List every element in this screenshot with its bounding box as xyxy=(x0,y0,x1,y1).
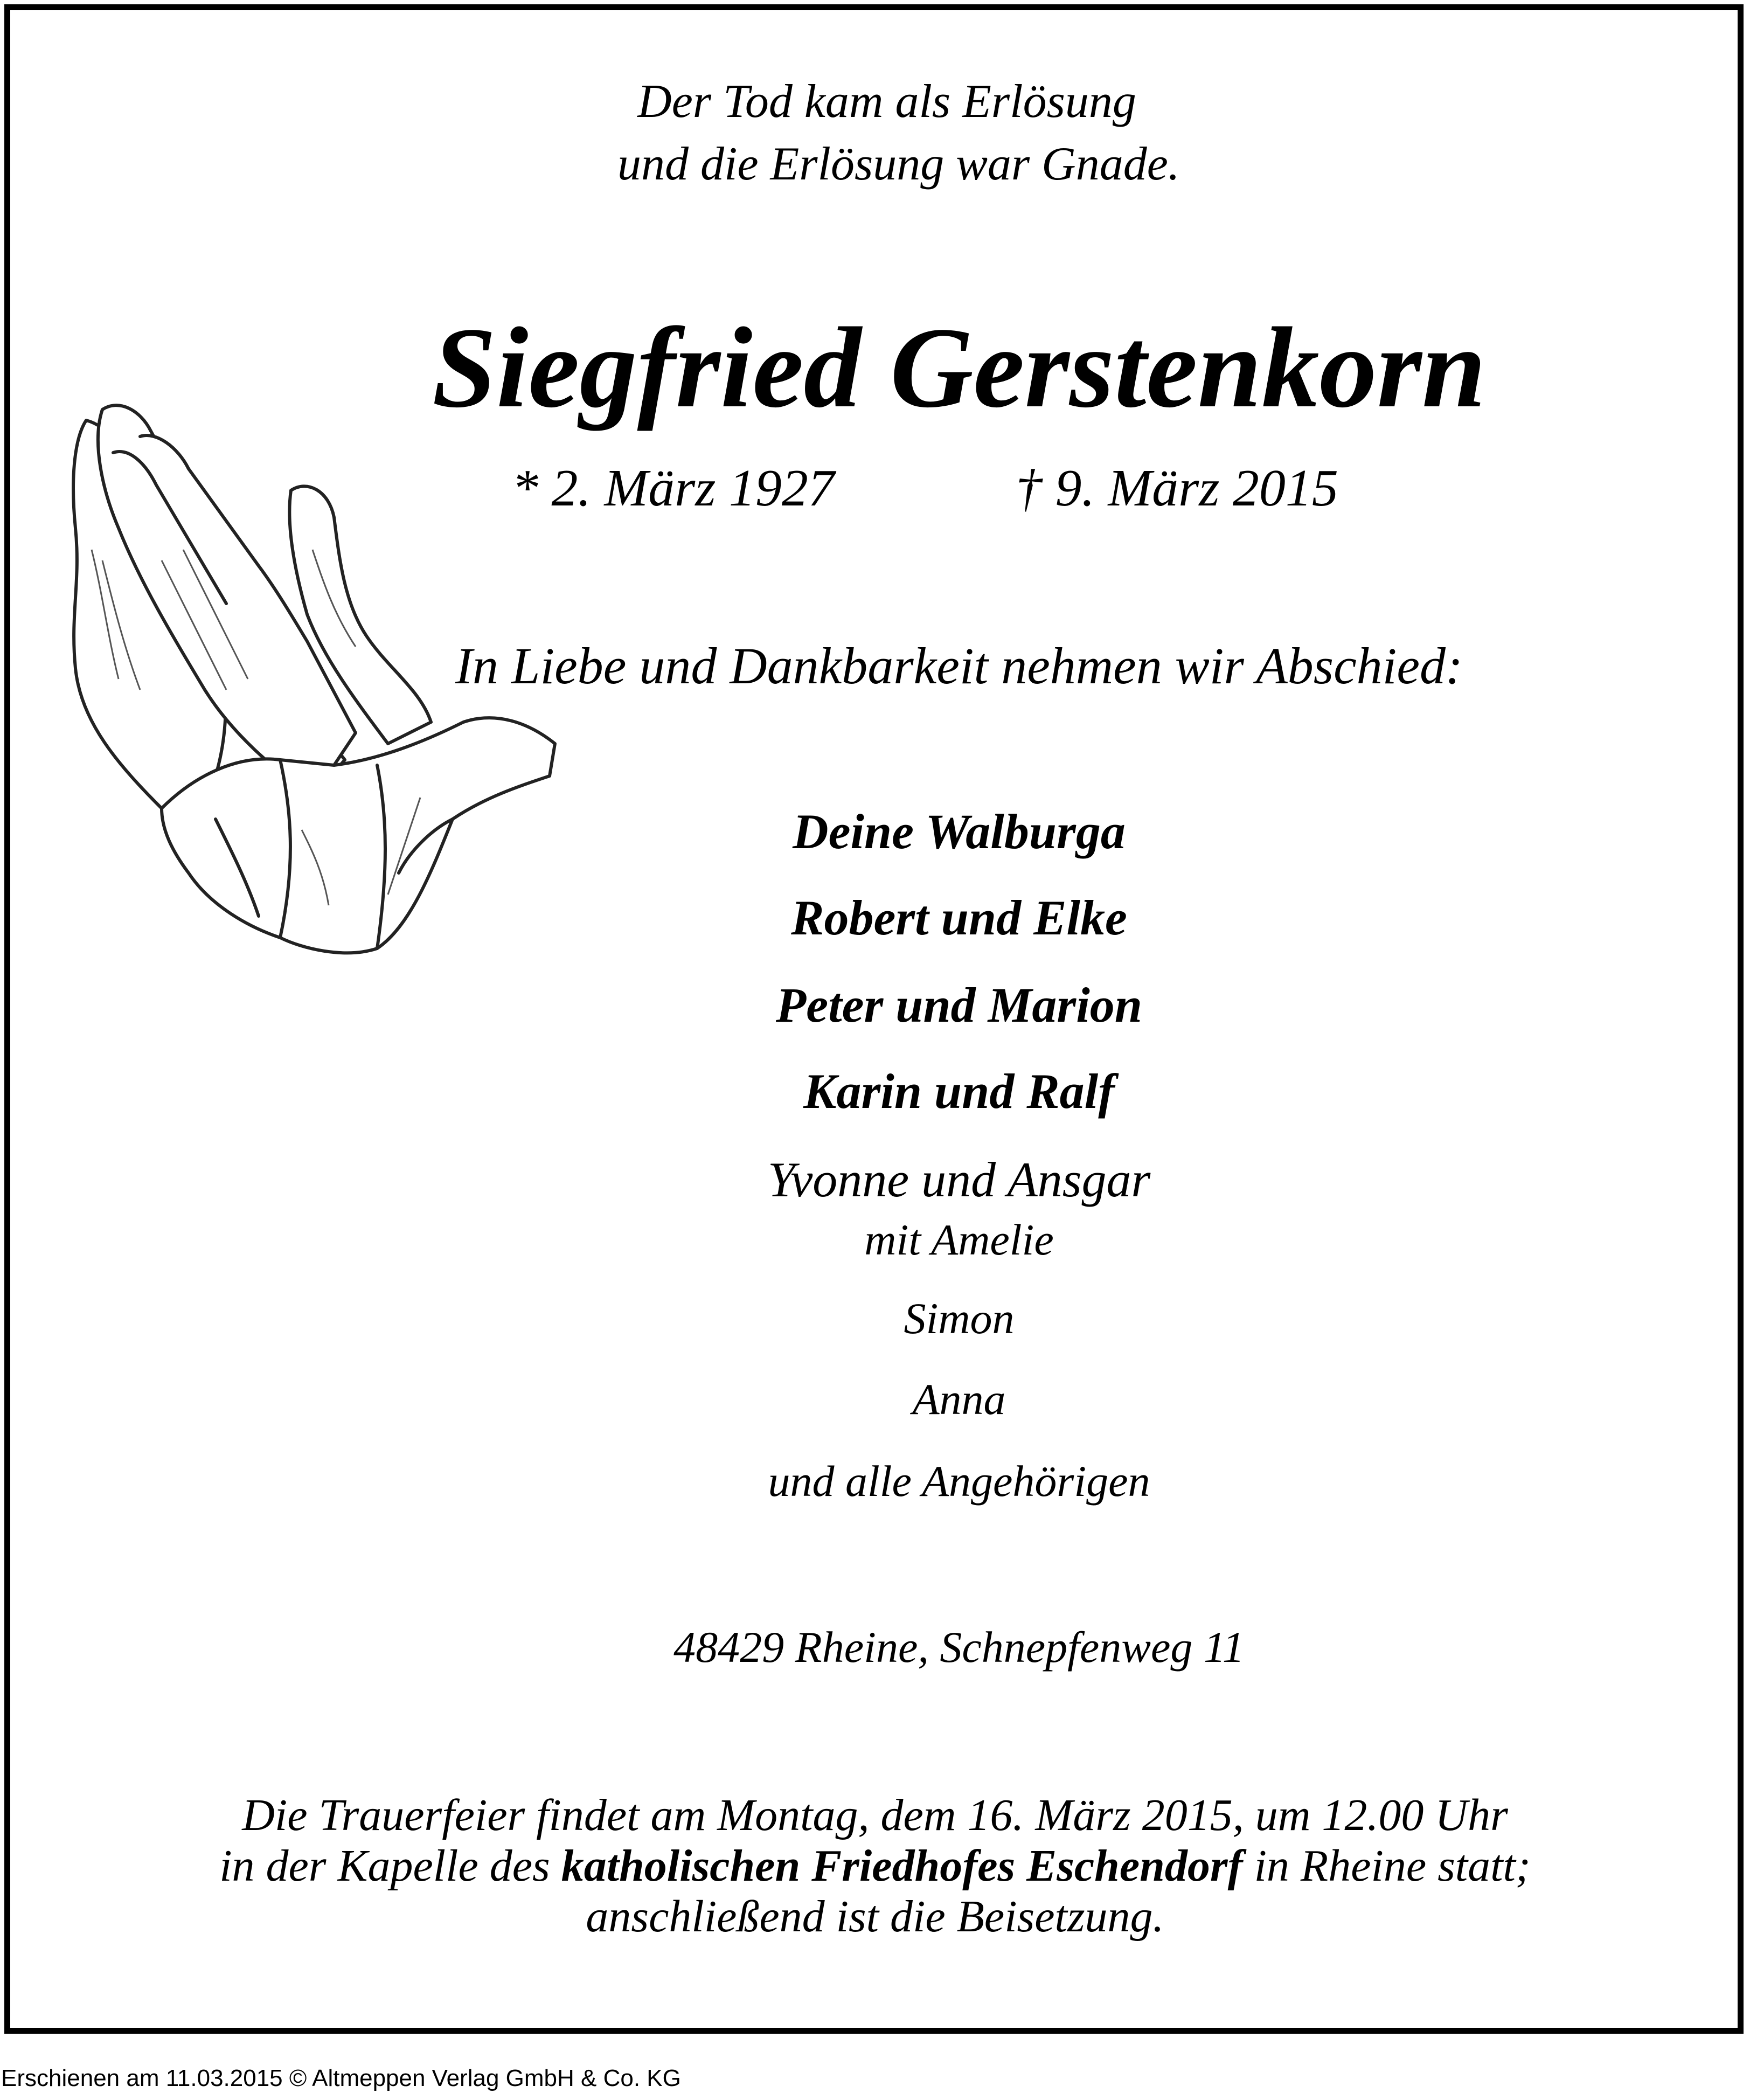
death-date: † 9. März 2015 xyxy=(1016,459,1338,517)
family-simon: Simon xyxy=(904,1294,1015,1343)
deceased-name: Siegfried Gerstenkorn xyxy=(432,304,1486,432)
family-peter: Peter und Marion xyxy=(776,978,1142,1032)
family-yvonne: Yvonne und Ansgar xyxy=(767,1152,1151,1207)
family-anna: Anna xyxy=(912,1375,1006,1424)
cemetery-name: katholischen Friedhofes Eschendorf xyxy=(561,1841,1243,1891)
quote-line-1: Der Tod kam als Erlösung xyxy=(637,75,1136,128)
service-line-2 xyxy=(0,1840,1750,1892)
family-amelie: mit Amelie xyxy=(864,1215,1054,1264)
service-line-1: Die Trauerfeier findet am Montag, dem 16. März 2015, um 12.00 Uhr xyxy=(242,1790,1508,1840)
publication-footer: Erschienen am 11.03.2015 © Altmeppen Verlag GmbH & Co. KG xyxy=(1,2065,681,2091)
farewell-text: In Liebe und Dankbarkeit nehmen wir Abschied: xyxy=(455,637,1463,695)
quote-line-2: und die Erlösung war Gnade. xyxy=(617,138,1180,190)
family-karin: Karin und Ralf xyxy=(803,1064,1115,1119)
service-line-3: anschließend ist die Beisetzung. xyxy=(586,1891,1164,1942)
family-others: und alle Angehörigen xyxy=(768,1457,1150,1506)
birth-date: * 2. März 1927 xyxy=(512,459,835,517)
service-line-2-post: in Rheine statt; xyxy=(1242,1841,1531,1891)
family-walburga: Deine Walburga xyxy=(793,804,1126,859)
address: 48429 Rheine, Schnepfenweg 11 xyxy=(673,1623,1245,1672)
service-line-2-pre: in der Kapelle des xyxy=(219,1841,561,1891)
family-robert: Robert und Elke xyxy=(791,890,1127,945)
